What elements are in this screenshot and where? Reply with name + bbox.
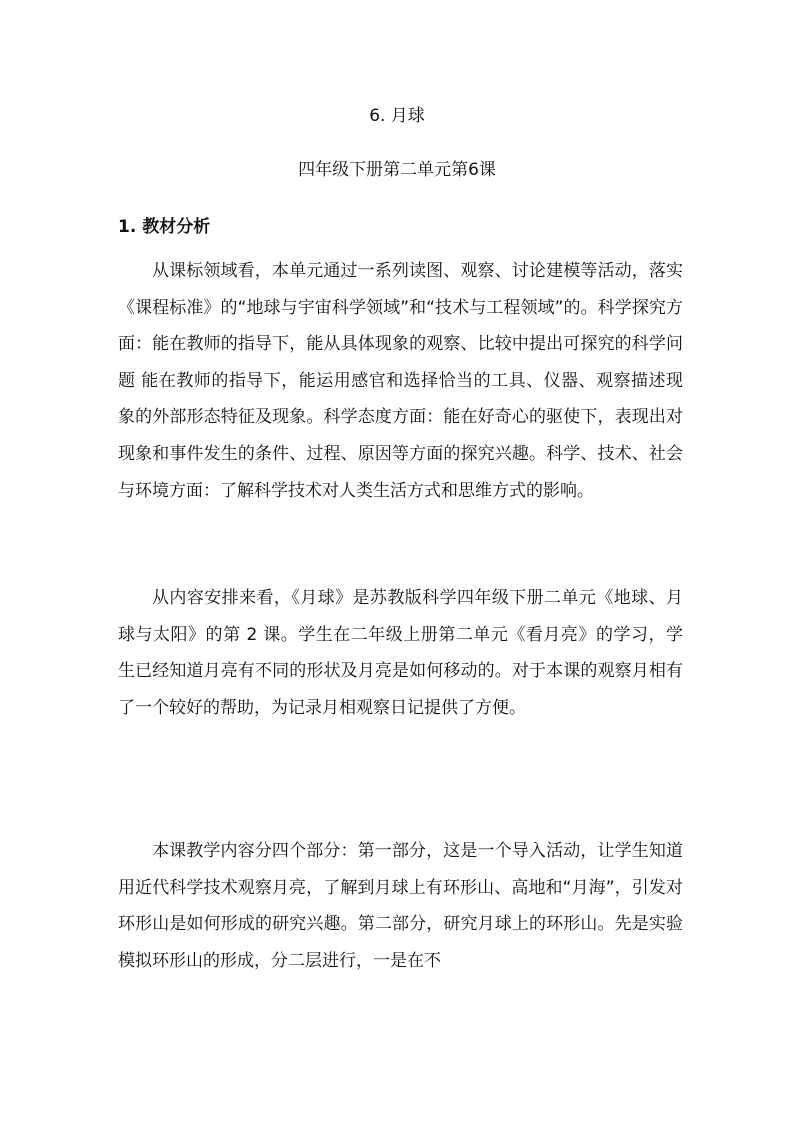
section-heading: 1. 教材分析 bbox=[118, 217, 211, 237]
paragraph-content-arrangement: 从内容安排来看，《月球》是苏教版科学四年级下册二单元《地球、月球与太阳》的第 2 课。学生在二年级上册第二单元《看月亮》的学习，学生已经知道月亮有不同的形状及月亮是如何移动的。对于本课的观察月相有了一个较好的帮助，为记录月相观察日记提供了方便。 bbox=[118, 588, 683, 718]
document-title: 6. 月球 bbox=[369, 106, 425, 126]
document-subtitle: 四年级下册第二单元第6课 bbox=[298, 160, 496, 180]
paragraph-lesson-parts: 本课教学内容分四个部分：第一部分，这是一个导入活动，让学生知道用近代科学技术观察月亮，了解到月球上有环形山、高地和“月海”，引发对环形山是如何形成的研究兴趣。第二部分，研究月球上的环形山。先是实验模拟环形山的形成，分二层进行，一是在不 bbox=[118, 841, 683, 971]
paragraph-curriculum-standards: 从课标领域看，本单元通过一系列读图、观察、讨论建模等活动，落实《课程标准》的“地球与宇宙科学领域”和“技术与工程领域”的。科学探究方面：能在教师的指导下，能从具体现象的观察、比较中提出可探究的科学问题 能在教师的指导下，能运用感官和选择恰当的工具、仪器、观察描述现象的外部形态特征及现象。科学态度方面：能在好奇心的驱使下，表现出对现象和事件发生的条件、过程、原因等方面的探究兴趣。科学、技术、社会与环境方面：了解科学技术对人类生活方式和思维方式的影响。 bbox=[118, 261, 683, 501]
